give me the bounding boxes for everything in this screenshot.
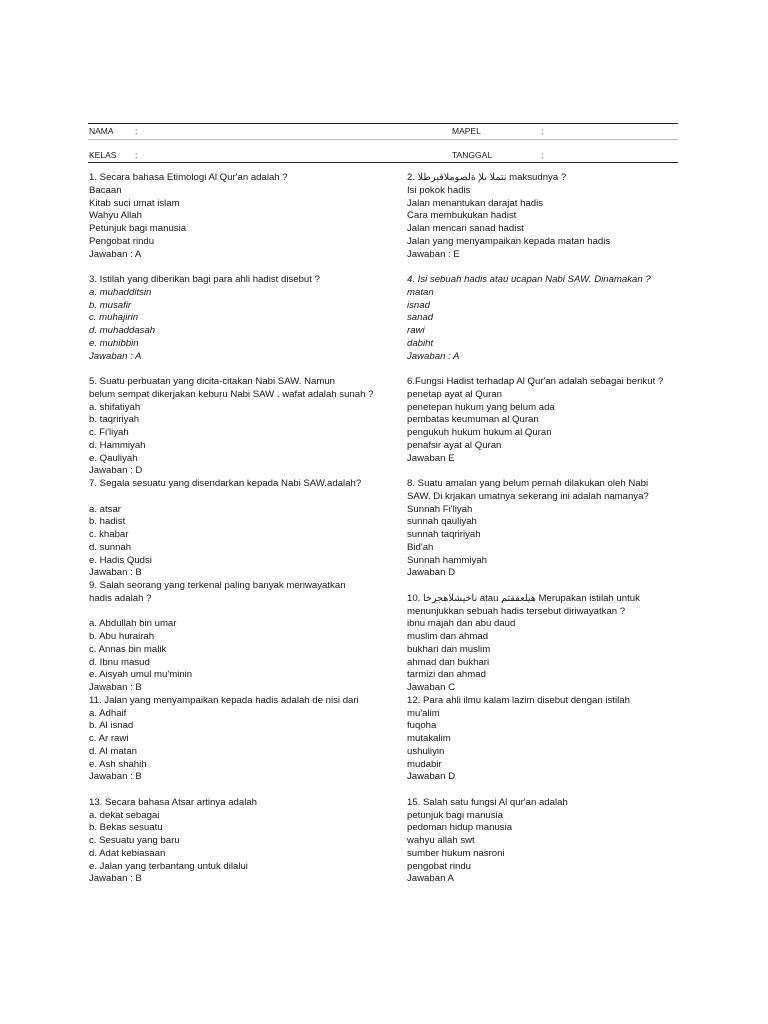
question-line: hadis adalah ? [89, 592, 152, 604]
question-line: Jawaban : B [89, 873, 142, 885]
question-line: tarmizi dan ahmad [407, 669, 486, 681]
question-line: dabiht [407, 337, 434, 349]
question-line: a. Abdullah bin umar [89, 618, 177, 630]
question-line: SAW. Di krjakan umatnya sekerang ini adalah namanya? [407, 490, 649, 502]
question-line: Jawaban : A [407, 350, 460, 362]
question-line: bukhari dan muslim [407, 643, 491, 655]
question-line: a. atsar [89, 503, 121, 515]
kelas-colon: : [135, 150, 138, 160]
question-line: 8. Suatu amalan yang belum pernah dilakukan oleh Nabi [407, 478, 649, 489]
question-line: Jawaban E [407, 452, 455, 464]
question-line: e. Aisyah umul mu'minin [89, 669, 193, 681]
question-line: b. Bekas sesuatu [89, 822, 163, 834]
header-bottom-rule [88, 162, 678, 163]
question-line: ibnu majah dan abu daud [407, 618, 516, 630]
header-mid-rule [88, 139, 678, 140]
question-line: d. Adat kebiasaan [89, 847, 166, 859]
question-line: pengobat rindu [407, 860, 472, 872]
question-line: c. Sesuatu yang baru [89, 835, 180, 846]
question-line: Jalan mencari sanad hadist [407, 223, 524, 234]
question-line: Jawaban : A [89, 248, 142, 260]
question-line: a. Adhaif [89, 707, 127, 719]
tanggal-colon: : [541, 150, 544, 160]
question-line: e. Jalan yang terbantang untuk dilalui [89, 860, 248, 872]
question-line: c. Fi'liyah [89, 427, 129, 438]
question-line: Sunnah Fi'liyah [407, 503, 473, 515]
question-line: mu'alim [407, 707, 440, 719]
question-line: b. Abu hurairah [89, 631, 155, 642]
question-line: mudabir [407, 758, 442, 770]
question-line: ushuliyin [407, 745, 445, 757]
question-line: Jawaban : B [89, 682, 142, 693]
header-top-rule [88, 123, 678, 124]
question-line: d. muhaddasah [89, 325, 156, 336]
question-line: rawi [407, 325, 425, 336]
question-line: 9. Salah seorang yang terkenal paling banyak meriwayatkan [89, 580, 346, 591]
question-line: 4. Isi sebuah hadis atau ucapan Nabi SAW. Dinamakan ? [407, 274, 651, 285]
question-line: e. Hadis Qudsi [89, 554, 152, 566]
tanggal-label: TANGGAL [452, 150, 492, 160]
question-line: Jawaban D [407, 771, 455, 783]
question-line: a. muhadditsin [89, 286, 152, 298]
question-line: Kitab suci umat islam [89, 197, 180, 209]
question-line: 3. Istilah yang diberikan bagi para ahli hadist disebut ? [89, 274, 320, 285]
question-line: pengukuh hukum hukum al Quran [407, 427, 552, 438]
question-line: Bid'ah [407, 541, 434, 553]
question-line: a. shifatiyah [89, 401, 141, 413]
question-line: Jawaban D [407, 567, 455, 579]
question-line: fuqoha [407, 720, 437, 732]
nama-colon: : [135, 126, 138, 136]
question-line: Jawaban A [407, 873, 454, 885]
question-line: 7. Segala sesuatu yang disendarkan kepada Nabi SAW.adalah? [89, 478, 362, 489]
question-line: b. taqririyah [89, 414, 140, 426]
question-line: d. Hammiyah [89, 439, 146, 451]
question-line: isnad [407, 299, 430, 311]
question-line: e. muhibbin [89, 337, 139, 349]
question-line: 15. Salah satu fungsi Al qur'an adalah [407, 796, 568, 808]
question-line: penafsir ayat al Quran [407, 439, 502, 451]
question-line: 12. Para ahli ilmu kalam lazim disebut dengan istilah [407, 694, 630, 706]
question-line: Wahyu Allah [89, 210, 142, 222]
question-line: Jalan yang menyampaikan kepada matan hadis [407, 235, 611, 247]
question-line: b. musafir [89, 299, 132, 311]
question-line: d. Al matan [89, 745, 137, 757]
question-line: penetepan hukum yang belum ada [407, 401, 555, 413]
question-line: pembatas keumuman al Quran [407, 414, 539, 426]
question-line: Jawaban C [407, 682, 455, 693]
question-line: c. Ar rawi [89, 733, 129, 744]
question-line: Jawaban : D [89, 465, 143, 477]
question-line: sunnah taqririyah [407, 529, 481, 540]
question-line: e. Qauliyah [89, 452, 138, 464]
question-line: Jawaban : E [407, 248, 460, 260]
question-line: Isi pokok hadis [407, 184, 471, 196]
question-line: Pengobat rindu [89, 235, 155, 247]
question-line: 5. Suatu perbuatan yang dicita-citakan Nabi SAW. Namun [89, 376, 336, 387]
question-line: 1. Secara bahasa Etimologi Al Qur'an adalah ? [89, 172, 288, 183]
question-line: d. sunnah [89, 541, 132, 553]
question-line: c. Annas bin malik [89, 643, 167, 655]
question-line: Jawaban : A [89, 350, 142, 362]
question-line: a. dekat sebagai [89, 809, 160, 821]
question-line: sanad [407, 312, 434, 324]
question-line: e. Ash shahih [89, 758, 147, 770]
question-line: muslim dan ahmad [407, 631, 489, 642]
question-line: 2. نتملا ىلإ ةلصوملاقيرطلا maksudnya ? [407, 172, 567, 183]
question-line: Bacaan [89, 184, 122, 196]
question-line: c. khabar [89, 529, 129, 540]
question-line: matan [407, 286, 434, 298]
question-line: pedoman hidup manusia [407, 822, 513, 834]
question-line: mutakalim [407, 733, 451, 744]
question-line: 10. ناخيشلاهجرخا atau هيلعقفتم Merupakan istilah untuk [407, 592, 640, 604]
question-line: belum sempat dikerjakan keburu Nabi SAW . wafat adalah sunah ? [89, 388, 374, 400]
question-line: d. Ibnu masud [89, 656, 150, 668]
question-line: 11. Jalan yang menyampaikan kepada hadis adalah de nisi dari [89, 694, 359, 706]
question-line: Petunjuk bagi manusia [89, 223, 187, 234]
question-line: penetap ayat al Quran [407, 388, 502, 400]
question-line: 13. Secara bahasa Atsar artinya adalah [89, 796, 258, 808]
mapel-label: MAPEL [452, 126, 481, 136]
question-line: Jalan menantukan darajat hadis [407, 197, 544, 209]
question-line: b. Al isnad [89, 720, 134, 732]
question-line: petunjuk bagi manusia [407, 809, 504, 821]
question-line: sunnah qauliyah [407, 516, 477, 528]
question-line: ahmad dan bukhari [407, 656, 490, 668]
question-line: Sunnah hammiyah [407, 554, 487, 566]
question-line: menunjukkan sebuah hadis tersebut diriwayatkan ? [407, 605, 626, 617]
mapel-colon: : [541, 126, 544, 136]
question-line: Jawaban : B [89, 771, 142, 783]
kelas-label: KELAS [89, 150, 117, 160]
question-line: sumber hukum nasroni [407, 847, 505, 859]
question-line: c. muhajirin [89, 312, 139, 324]
question-line: Cara membukukan hadist [407, 210, 517, 222]
question-line: b. hadist [89, 516, 126, 528]
question-line: wahyu allah swt [407, 835, 475, 846]
nama-label: NAMA [89, 126, 114, 136]
question-line: 6.Fungsi Hadist terhadap Al Qur'an adalah sebagai berikut ? [407, 376, 664, 387]
question-line: Jawaban : B [89, 567, 142, 579]
